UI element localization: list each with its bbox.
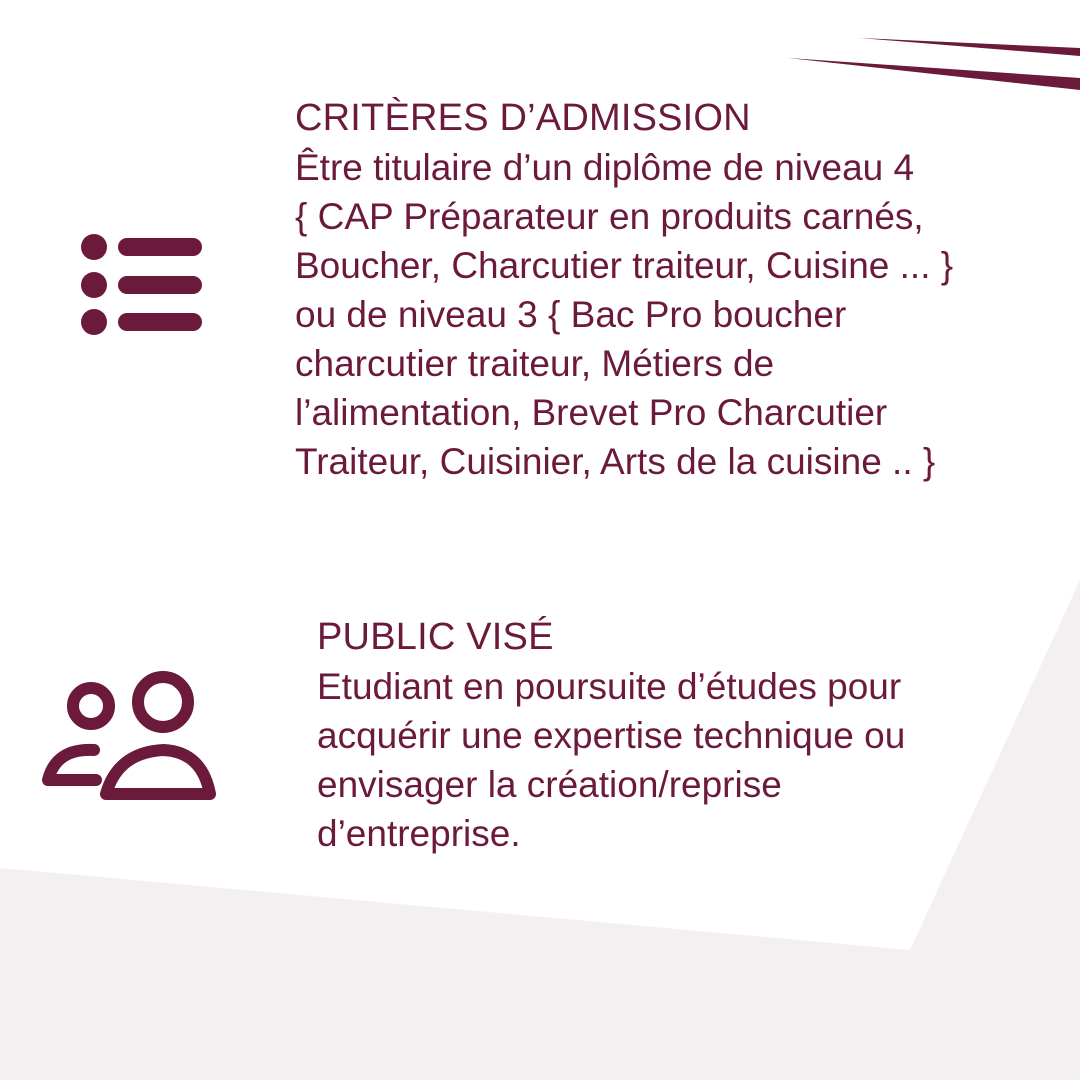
admission-criteria-section (295, 94, 1075, 486)
target-audience-line: d’entreprise. (317, 813, 521, 854)
target-audience-title: PUBLIC VISÉ (317, 616, 554, 658)
admission-criteria-title: CRITÈRES D’ADMISSION (295, 97, 751, 139)
admission-criteria-line: ou de niveau 3 { Bac Pro boucher (295, 294, 847, 335)
target-audience-text (317, 662, 1057, 858)
users-icon (40, 670, 220, 805)
admission-criteria-line: l’alimentation, Brevet Pro Charcutier (295, 392, 888, 433)
admission-criteria-line: Traiteur, Cuisinier, Arts de la cuisine .. } (295, 441, 936, 482)
admission-criteria-text (295, 143, 1075, 486)
target-audience-line: acquérir une expertise technique ou (317, 715, 906, 756)
admission-criteria-line: Boucher, Charcutier traiteur, Cuisine ... } (295, 245, 954, 286)
target-audience-section (317, 613, 1057, 858)
admission-criteria-line: { CAP Préparateur en produits carnés, (295, 196, 924, 237)
admission-criteria-line: Être titulaire d’un diplôme de niveau 4 (295, 147, 915, 188)
target-audience-line: envisager la création/reprise (317, 764, 782, 805)
target-audience-line: Etudiant en poursuite d’études pour (317, 666, 902, 707)
list-icon (76, 230, 206, 340)
admission-criteria-line: charcutier traiteur, Métiers de (295, 343, 775, 384)
